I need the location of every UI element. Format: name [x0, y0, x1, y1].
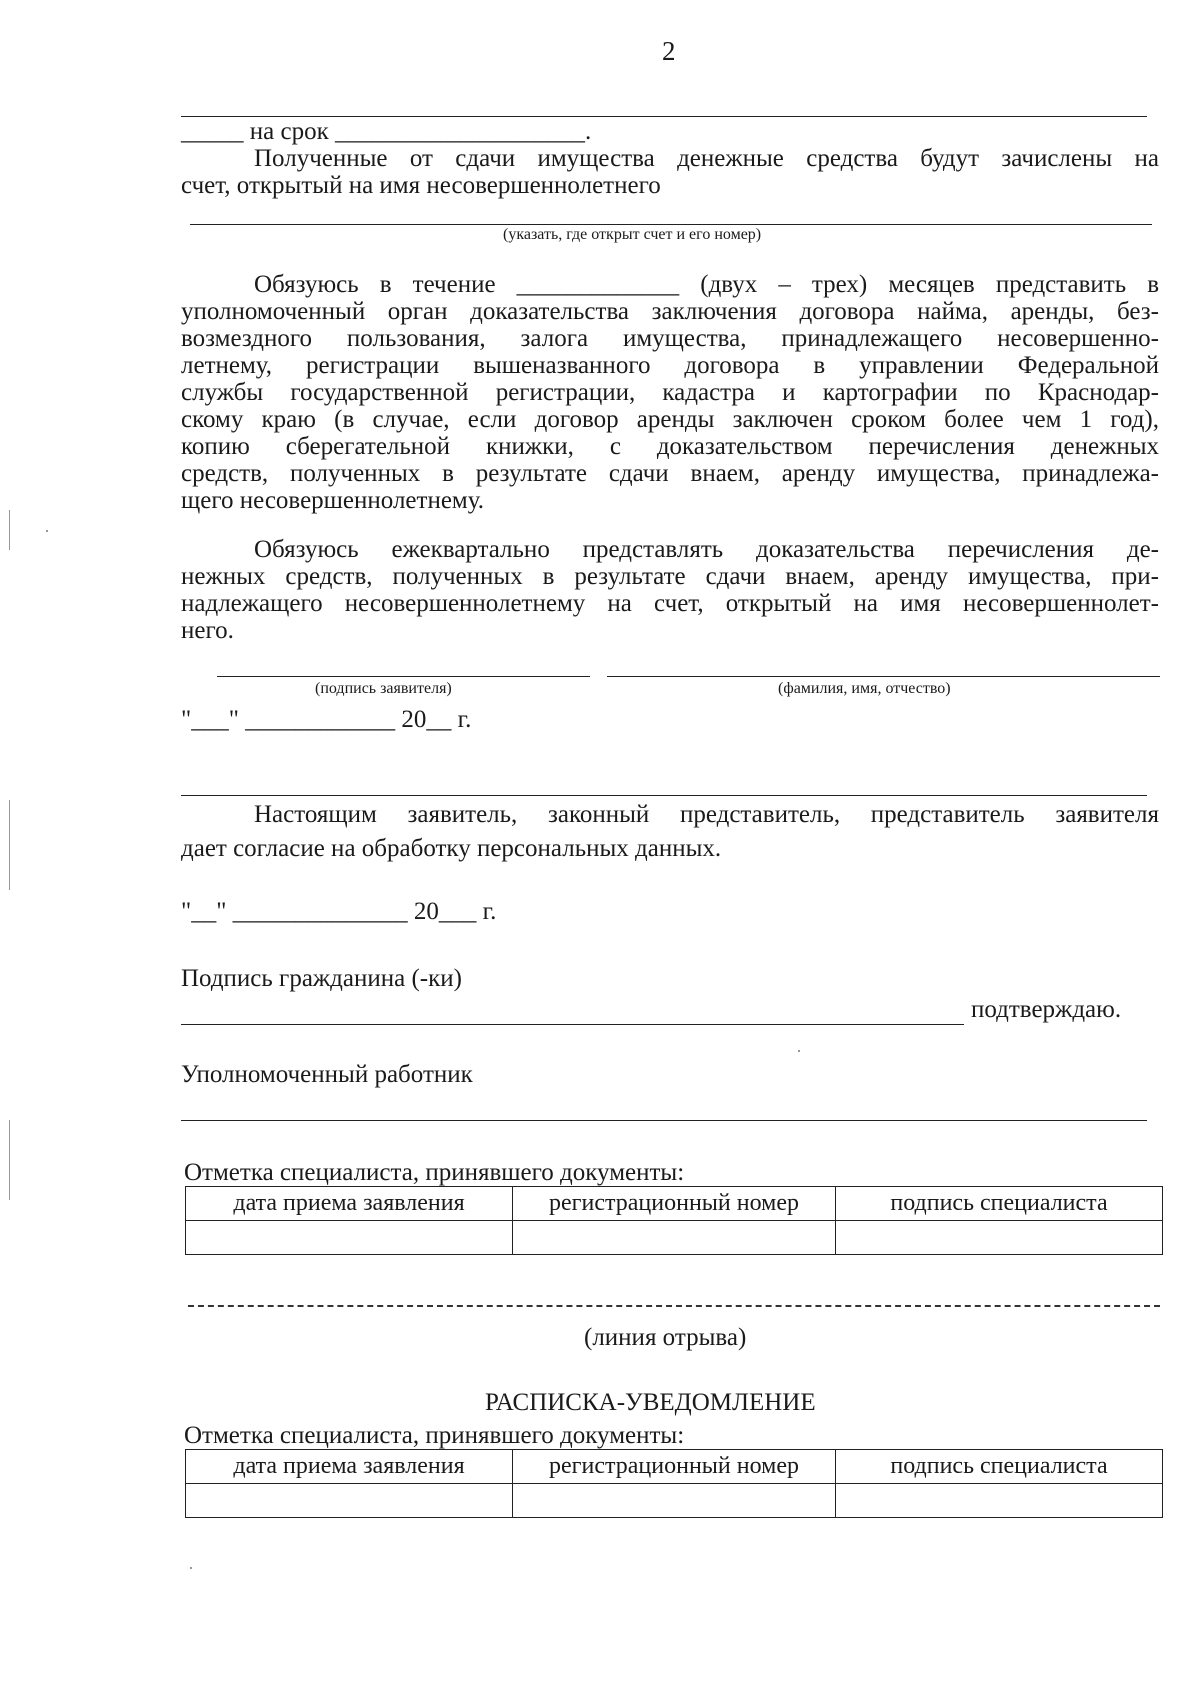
table-header-row [186, 1450, 1163, 1484]
regnum-cell[interactable] [513, 1484, 836, 1518]
header-regnum-cell: регистрационный номер [513, 1450, 836, 1484]
receipt-table [185, 1449, 1163, 1518]
header-date-cell: дата приема заявления [186, 1450, 513, 1484]
header-signature-cell: подпись специалиста [836, 1450, 1163, 1484]
obligation-1-line: возмездного пользования, залога имущества, принадлежащего несовершенно- [181, 325, 1159, 352]
name-caption: (фамилия, имя, отчество) [778, 680, 951, 697]
date-cell[interactable] [186, 1484, 513, 1518]
term-label: на срок [249, 118, 329, 145]
header-signature-cell: подпись специалиста [836, 1187, 1163, 1221]
citizen-signature-label: Подпись гражданина (-ки) [181, 965, 462, 992]
obligation-1-line: Обязуюсь в течение _____________ (двух – трех) месяцев представить в [254, 271, 1159, 298]
funds-text-line-1 [181, 146, 1159, 172]
specialist-table-1-title: Отметка специалиста, принявшего документы: [184, 1159, 685, 1186]
applicant-name-line [607, 676, 1160, 677]
tear-line-label: (линия отрыва) [584, 1324, 747, 1351]
funds-text-line-2: счет, открытый на имя несовершеннолетнего [181, 172, 661, 199]
specialist-table-1 [185, 1186, 1163, 1255]
obligation-2-line: нежных средств, полученных в результате сдачи внаем, аренду имущества, при- [181, 563, 1159, 590]
funds-line-1: Полученные от сдачи имущества денежные средства будут зачислены на [254, 145, 1159, 172]
obligation-1-paragraph [181, 272, 1159, 515]
top-rule [181, 116, 1147, 117]
table-row [186, 1484, 1163, 1518]
authorized-worker-line [181, 1120, 1147, 1121]
obligation-1-line: службы государственной регистрации, кадастра и картографии по Краснодар- [181, 379, 1159, 406]
consent-date-line: "__" ______________ 20___ г. [181, 898, 497, 925]
scan-margin-mark [9, 1120, 10, 1200]
obligation-2-line: него. [181, 617, 234, 644]
scan-speck [46, 530, 48, 532]
obligation-2-line: надлежащего несовершеннолетнему на счет, открытый на имя несовершеннолет- [181, 590, 1159, 617]
term-line [181, 119, 591, 145]
obligation-1-line: щего несовершеннолетнему. [181, 487, 484, 514]
scan-speck [190, 1567, 192, 1569]
obligation-1-line: летнему, регистрации вышеназванного договора в управлении Федеральной [181, 352, 1159, 379]
consent-line-2: дает согласие на обработку персональных данных. [181, 835, 722, 862]
account-fill-line [190, 224, 1152, 225]
consent-line-1-text: Настоящим заявитель, законный представитель, представитель заявителя [254, 801, 1159, 828]
obligation-2-paragraph [181, 537, 1159, 645]
obligation-2-line: Обязуюсь ежеквартально представлять доказательства перечисления де- [254, 536, 1159, 563]
scan-speck [798, 1050, 800, 1052]
consent-top-rule [181, 795, 1147, 796]
signature-cell[interactable] [836, 1221, 1163, 1255]
table-row [186, 1221, 1163, 1255]
obligation-1-line: уполномоченный орган доказательства заключения договора найма, аренды, без- [181, 298, 1159, 325]
applicant-signature-line [217, 676, 590, 677]
receipt-title: РАСПИСКА-УВЕДОМЛЕНИЕ [485, 1389, 816, 1416]
signature-cell[interactable] [836, 1484, 1163, 1518]
obligation-1-line: копию сберегательной книжки, с доказательством перечисления денежных [181, 433, 1159, 460]
consent-line-1 [181, 802, 1159, 828]
signature-caption: (подпись заявителя) [315, 680, 452, 697]
obligation-1-line: средств, полученных в результате сдачи внаем, аренду имущества, принадлежа- [181, 460, 1159, 487]
obligation-1-line: скому краю (в случае, если договор аренды заключен сроком более чем 1 год), [181, 406, 1159, 433]
scan-margin-mark [9, 800, 10, 890]
tear-off-dashed-line [188, 1305, 1160, 1307]
regnum-cell[interactable] [513, 1221, 836, 1255]
table-header-row [186, 1187, 1163, 1221]
authorized-worker-label: Уполномоченный работник [181, 1061, 473, 1088]
term-blank: ____________________. [334, 118, 592, 145]
header-date-cell: дата приема заявления [186, 1187, 513, 1221]
scan-margin-mark [9, 510, 10, 550]
applicant-date-line: "___" ____________ 20__ г. [181, 706, 472, 733]
account-caption: (указать, где открыт счет и его номер) [503, 226, 762, 243]
receipt-table-title: Отметка специалиста, принявшего документы: [184, 1422, 685, 1449]
citizen-signature-line [181, 1024, 964, 1025]
term-prefix-blank: _____ [181, 118, 244, 145]
citizen-confirm-text: подтверждаю. [971, 996, 1122, 1023]
header-regnum-cell: регистрационный номер [513, 1187, 836, 1221]
date-cell[interactable] [186, 1221, 513, 1255]
page-number: 2 [662, 36, 676, 66]
